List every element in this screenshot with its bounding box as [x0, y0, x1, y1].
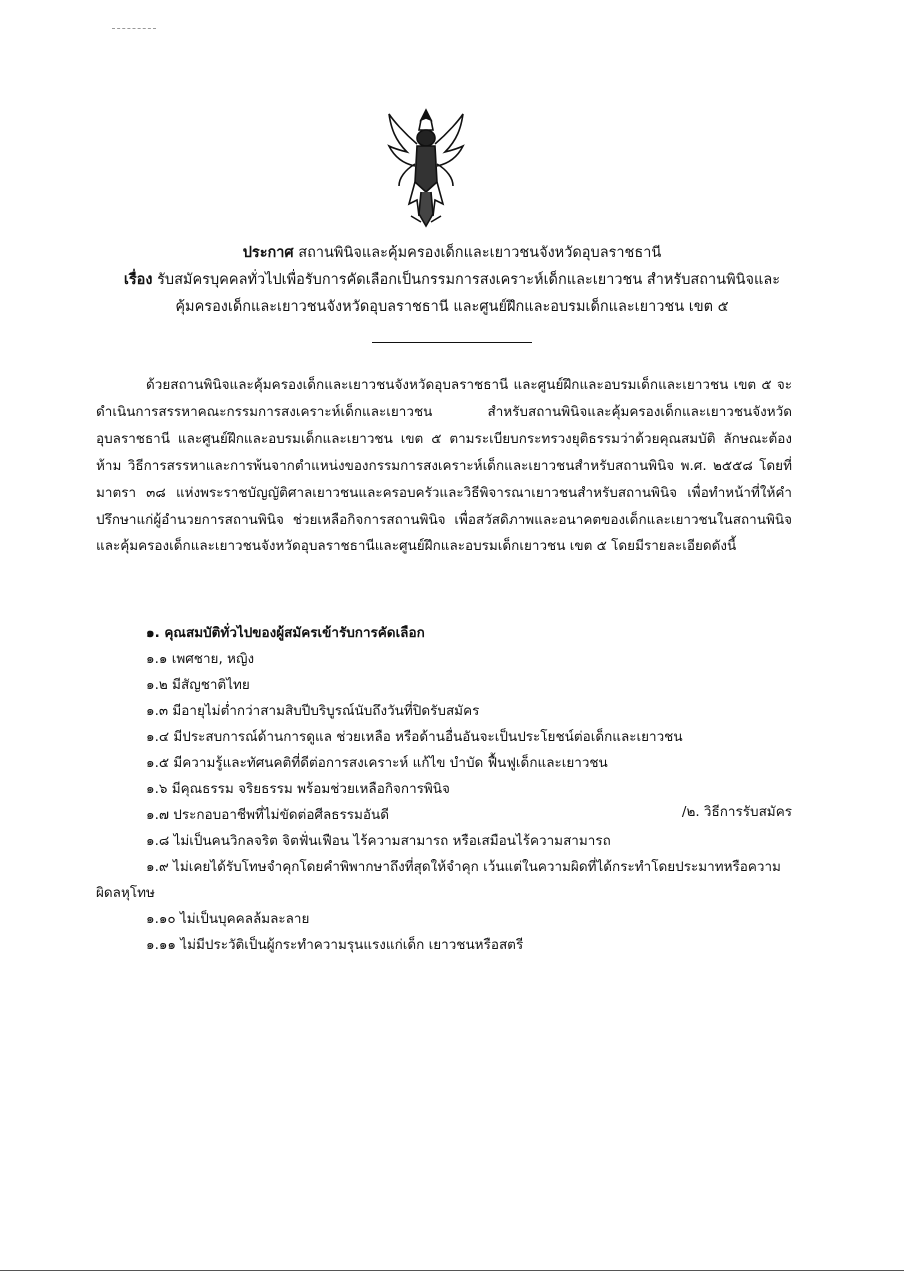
page-bottom-edge	[0, 1270, 904, 1271]
announcement-title-line	[90, 240, 814, 267]
subject-text-1: รับสมัครบุคคลทั่วไปเพื่อรับการคัดเลือกเป็นกรรมการสงเคราะห์เด็กและเยาวชน สำหรับสถานพินิจและ	[157, 272, 781, 288]
body-paragraph: ด้วยสถานพินิจและคุ้มครองเด็กและเยาวชนจังหวัดอุบลราชธานี และศูนย์ฝึกและอบรมเด็กและเยาวชน เขต ๕ จะดำเนินการสรรหาคณะกรรมการสงเคราะห์เด็กและเยาวชน สำหรับสถานพินิจและคุ้มครองเด็กและเยาวชนจังหวัดอุบลราชธานี และศูนย์ฝึกและอบรมเด็กและเยาวชน เขต ๕ ตามระเบียบกระทรวงยุติธรรมว่าด้วยคุณสมบัติ ลักษณะต้องห้าม วิธีการสรรหาและการพ้นจากตำแหน่งของกรรมการสงเคราะห์เด็กและเยาวชนสำหรับสถานพินิจ พ.ศ. ๒๕๕๘ โดยที่มาตรา ๓๘ แห่งพระราชบัญญัติศาลเยาวชนและครอบครัวและวิธีพิจารณาเยาวชนสำหรับสถานพินิจ เพื่อทำหน้าที่ให้คำปรึกษาแก่ผู้อำนวยการสถานพินิจ ช่วยเหลือกิจการสถานพินิจ เพื่อสวัสดิภาพและอนาคตของเด็กและเยาวชนในสถานพินิจและคุ้มครองเด็กและเยาวชนจังหวัดอุบลราชธานีและศูนย์ฝึกและอบรมเด็กเยาวชน เขต ๕ โดยมีรายละเอียดดังนี้	[96, 377, 792, 555]
list-item: ๑.๗ ประกอบอาชีพที่ไม่ขัดต่อศีลธรรมอันดี	[146, 807, 390, 823]
title-divider	[372, 342, 532, 343]
subject-line-2: คุ้มครองเด็กและเยาวชนจังหวัดอุบลราชธานี และศูนย์ฝึกและอบรมเด็กและเยาวชน เขต ๕	[175, 299, 729, 315]
list-item: ๑.๒ มีสัญชาติไทย	[146, 677, 250, 693]
list-item: ๑.๖ มีคุณธรรม จริยธรรม พร้อมช่วยเหลือกิจการพินิจ	[146, 781, 450, 797]
list-item: ๑.๘ ไม่เป็นคนวิกลจริต จิตฟั่นเฟือน ไร้ความสามารถ หรือเสมือนไร้ความสามารถ	[146, 833, 611, 849]
garuda-emblem-icon	[385, 104, 467, 232]
subject-line-1	[90, 267, 814, 294]
section-heading: ๑. คุณสมบัติทั่วไปของผู้สมัครเข้ารับการคัดเลือก	[146, 625, 425, 641]
qualifications-section	[96, 620, 796, 958]
continuation-note: /๒. วิธีการรับสมัคร	[681, 804, 792, 820]
announcement-header	[90, 240, 814, 321]
scan-mark	[112, 28, 156, 29]
subject-label: เรื่อง	[123, 272, 153, 288]
list-item: ๑.๑ เพศชาย, หญิง	[146, 651, 255, 667]
list-item: ๑.๙ ไม่เคยได้รับโทษจำคุกโดยคำพิพากษาถึงที่สุดให้จำคุก เว้นแต่ในความผิดที่ได้กระทำโดยประมาทหรือความผิดลหุโทษ	[96, 859, 781, 901]
title-label: ประกาศ	[242, 245, 294, 261]
list-item: ๑.๑๑ ไม่มีประวัติเป็นผู้กระทำความรุนแรงแก่เด็ก เยาวชนหรือสตรี	[146, 937, 524, 953]
list-item: ๑.๓ มีอายุไม่ต่ำกว่าสามสิบปีบริบูรณ์นับถึงวันที่ปิดรับสมัคร	[146, 703, 480, 719]
title-text: สถานพินิจและคุ้มครองเด็กและเยาวชนจังหวัดอุบลราชธานี	[298, 245, 662, 261]
list-item: ๑.๕ มีความรู้และทัศนคติที่ดีต่อการสงเคราะห์ แก้ไข บำบัด ฟื้นฟูเด็กและเยาวชน	[146, 755, 608, 771]
list-item: ๑.๑๐ ไม่เป็นบุคคลล้มละลาย	[146, 911, 310, 927]
list-item: ๑.๔ มีประสบการณ์ด้านการดูแล ช่วยเหลือ หรือด้านอื่นอันจะเป็นประโยชน์ต่อเด็กและเยาวชน	[146, 729, 683, 745]
